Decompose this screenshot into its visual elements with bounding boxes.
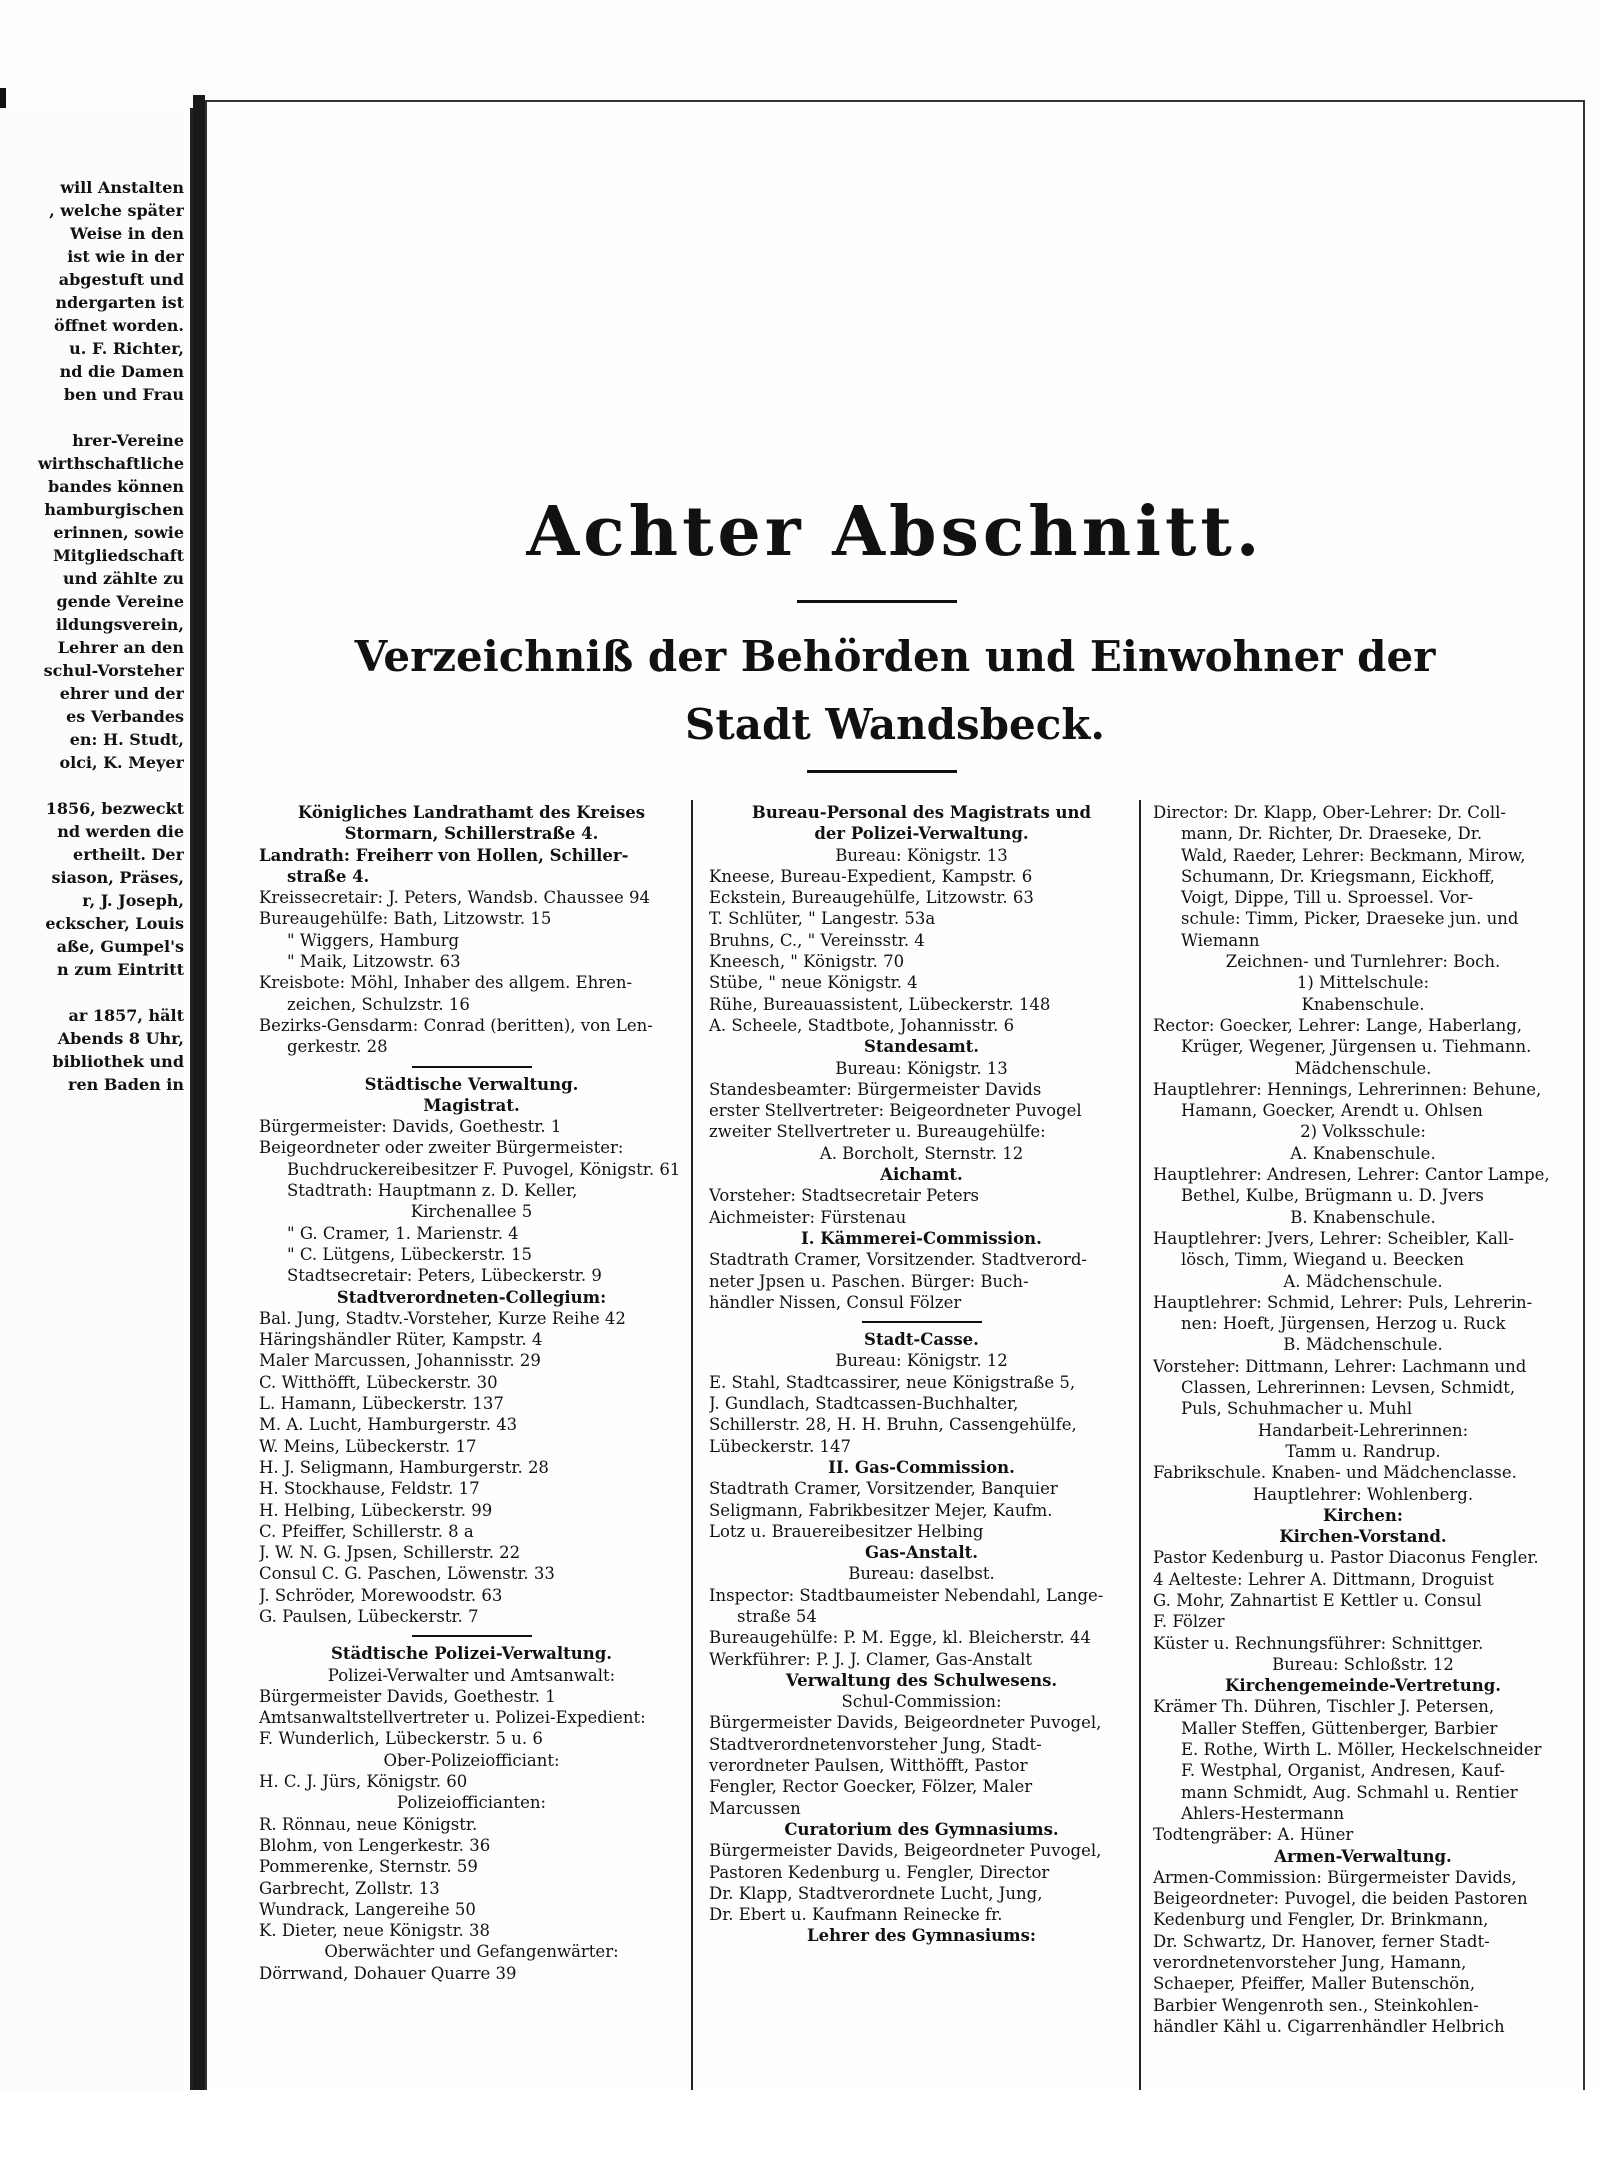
left-page-line: Lehrer an den (57, 638, 184, 657)
entry-line: Mädchenschule. (1294, 1058, 1432, 1078)
entry-line: Beigeordneter oder zweiter Bürgermeister: (259, 1138, 624, 1158)
section-heading: Verwaltung des Schulwesens. (785, 1670, 1058, 1690)
entry-line: Knabenschule. (1301, 994, 1425, 1014)
entry-line: J. Gundlach, Stadtcassen-Buchhalter, (709, 1394, 1019, 1414)
left-page-line: schul-Vorsteher (43, 661, 184, 680)
entry-line: Inspector: Stadtbaumeister Nebendahl, Lange- (709, 1585, 1104, 1605)
entry-line: Bürgermeister Davids, Beigeordneter Puvogel, (709, 1713, 1102, 1733)
left-page-line: bibliothek und (52, 1052, 184, 1071)
entry-line: Schaeper, Pfeiffer, Maller Butenschön, (1153, 1974, 1476, 1994)
entry-line: A. Mädchenschule. (1283, 1271, 1443, 1291)
entry-line: " C. Lütgens, Lübeckerstr. 15 (287, 1244, 532, 1264)
entry-line: Bureau: Königstr. 12 (835, 1351, 1008, 1371)
entry-line: Schul-Commission: (841, 1692, 1002, 1712)
entry-line: Fengler, Rector Goecker, Fölzer, Maler (709, 1777, 1033, 1797)
entry-line: Dr. Ebert u. Kaufmann Reinecke fr. (709, 1905, 1003, 1925)
entry-line: B. Mädchenschule. (1283, 1335, 1443, 1355)
entry-line: F. Fölzer (1153, 1612, 1225, 1632)
left-page-line: r, J. Joseph, (82, 891, 184, 910)
entry-line: straße 54 (737, 1606, 817, 1626)
entry-line: Dörrwand, Dohauer Quarre 39 (259, 1963, 517, 1983)
column-divider-2 (1139, 800, 1141, 2090)
entry-line: H. C. J. Jürs, Königstr. 60 (259, 1772, 468, 1792)
left-page-line: ar 1857, hält (68, 1006, 184, 1025)
entry-line: K. Dieter, neue Königstr. 38 (259, 1921, 491, 1941)
entry-line: L. Hamann, Lübeckerstr. 137 (259, 1394, 504, 1414)
left-page-line: nd die Damen (59, 362, 184, 381)
entry-line: Wundrack, Langereihe 50 (259, 1899, 476, 1919)
entry-line: A. Borcholt, Sternstr. 12 (819, 1143, 1024, 1163)
left-page-line: aße, Gumpel's (56, 937, 184, 956)
left-page-line: Abends 8 Uhr, (57, 1029, 184, 1048)
section-heading: Lehrer des Gymnasiums: (806, 1926, 1036, 1946)
section-separator (412, 1066, 532, 1068)
entry-line: Hauptlehrer: Andresen, Lehrer: Cantor Lampe, (1153, 1165, 1550, 1185)
section-heading: Bureau-Personal des Magistrats und (751, 803, 1092, 822)
entry-line: Pommerenke, Sternstr. 59 (259, 1857, 478, 1877)
entry-line: Beigeordneter: Puvogel, die beiden Pastoren (1153, 1889, 1528, 1909)
entry-line: mann Schmidt, Aug. Schmahl u. Rentier (1181, 1782, 1518, 1802)
left-page-line: ehrer und der (59, 684, 184, 703)
left-page-line: , welche später (49, 201, 184, 220)
section-heading: Stormarn, Schillerstraße 4. (344, 824, 599, 844)
entry-line: " G. Cramer, 1. Marienstr. 4 (287, 1223, 519, 1243)
entry-line: lösch, Timm, Wiegand u. Beecken (1181, 1250, 1465, 1270)
entry-line: Garbrecht, Zollstr. 13 (259, 1878, 440, 1898)
section-title: Achter Abschnitt. (526, 492, 1264, 572)
entry-line: Stadtrath Cramer, Vorsitzender, Banquier (709, 1479, 1058, 1499)
section-separator (412, 1635, 532, 1637)
entry-line: Kneesch, " Königstr. 70 (709, 952, 905, 972)
left-page-line: ist wie in der (67, 247, 184, 266)
left-page-line: ertheilt. Der (73, 845, 184, 864)
entry-line: E. Stahl, Stadtcassirer, neue Königstraße 5, (709, 1372, 1076, 1392)
entry-line: Hauptlehrer: Jvers, Lehrer: Scheibler, Kall- (1153, 1228, 1514, 1248)
entry-line: Maller Steffen, Güttenberger, Barbier (1181, 1718, 1498, 1738)
entry-line: H. J. Seligmann, Hamburgerstr. 28 (259, 1457, 549, 1477)
entry-line: neter Jpsen u. Paschen. Bürger: Buch- (709, 1271, 1029, 1291)
left-page-line: wirthschaftliche (37, 454, 184, 473)
entry-line: Voigt, Dippe, Till u. Sproessel. Vor- (1181, 888, 1474, 908)
left-page-line: bandes können (48, 477, 184, 496)
entry-line: erster Stellvertreter: Beigeordneter Puvogel (709, 1101, 1082, 1121)
left-page-line: hamburgischen (44, 500, 184, 519)
entry-line: Bethel, Kulbe, Brügmann u. D. Jvers (1181, 1186, 1484, 1206)
entry-line: " Wiggers, Hamburg (287, 930, 460, 950)
entry-line: R. Rönnau, neue Königstr. (259, 1814, 478, 1834)
entry-line: B. Knabenschule. (1290, 1207, 1436, 1227)
entry-line: 4 Aelteste: Lehrer A. Dittmann, Droguist (1153, 1569, 1494, 1589)
entry-line: zeichen, Schulzstr. 16 (287, 994, 470, 1014)
entry-line: G. Mohr, Zahnartist E Kettler u. Consul (1153, 1590, 1482, 1610)
entry-line: Bürgermeister Davids, Beigeordneter Puvogel, (709, 1841, 1102, 1861)
entry-line: E. Rothe, Wirth L. Möller, Heckelschneider (1181, 1740, 1542, 1760)
section-heading: Königliches Landrathamt des Kreises (297, 803, 646, 822)
entry-line: Oberwächter und Gefangenwärter: (324, 1942, 619, 1962)
entry-line: A. Knabenschule. (1290, 1143, 1436, 1163)
entry-line: Dr. Klapp, Stadtverordnete Lucht, Jung, (709, 1883, 1043, 1903)
left-page-fragment (0, 108, 193, 2098)
entry-line: Fabrikschule. Knaben- und Mädchenclasse. (1153, 1463, 1517, 1483)
entry-line: Kirchenallee 5 (410, 1202, 533, 1222)
entry-line: Armen-Commission: Bürgermeister Davids, (1153, 1867, 1517, 1887)
entry-line: C. Witthöfft, Lübeckerstr. 30 (259, 1372, 498, 1392)
entry-line: F. Westphal, Organist, Andresen, Kauf- (1181, 1761, 1505, 1781)
left-page-line: u. F. Richter, (69, 339, 184, 358)
entry-line: Bal. Jung, Stadtv.-Vorsteher, Kurze Reihe 42 (259, 1308, 626, 1328)
entry-line: verordnetenvorsteher Jung, Hamann, (1153, 1953, 1467, 1973)
entry-line: Stadtverordnetenvorsteher Jung, Stadt- (709, 1734, 1042, 1754)
entry-line: " Maik, Litzowstr. 63 (287, 952, 461, 972)
entry-line: Hauptlehrer: Hennings, Lehrerinnen: Behune, (1153, 1079, 1542, 1099)
section-heading: Magistrat. (423, 1095, 520, 1115)
left-page-line: ben und Frau (63, 385, 184, 404)
left-page-line: 1856, bezweckt (45, 799, 184, 818)
entry-line: Kreisbote: Möhl, Inhaber des allgem. Ehren- (259, 973, 633, 993)
left-page-line: ren Baden in (68, 1075, 184, 1094)
entry-line: Bureau: Schloßstr. 12 (1272, 1654, 1454, 1674)
entry-line: nen: Hoeft, Jürgensen, Herzog u. Ruck (1181, 1314, 1506, 1334)
section-heading: Kirchen: (1323, 1505, 1403, 1525)
left-page-line: n zum Eintritt (56, 960, 184, 979)
title-rule-top (797, 600, 957, 603)
entry-line: Rühe, Bureauassistent, Lübeckerstr. 148 (709, 994, 1051, 1014)
left-page-line: eckscher, Louis (45, 914, 184, 933)
entry-line: Bruhns, C., " Vereinsstr. 4 (709, 930, 925, 950)
entry-line: Barbier Wengenroth sen., Steinkohlen- (1153, 1995, 1479, 2015)
entry-line: Bezirks-Gensdarm: Conrad (beritten), von Len- (259, 1015, 653, 1035)
entry-line: Zeichnen- und Turnlehrer: Boch. (1225, 952, 1501, 972)
entry-line: Dr. Schwartz, Dr. Hanover, ferner Stadt- (1153, 1931, 1490, 1951)
subtitle-line-2: Stadt Wandsbeck. (685, 700, 1105, 749)
section-heading: II. Gas-Commission. (828, 1457, 1015, 1477)
entry-line: mann, Dr. Richter, Dr. Draeseke, Dr. (1181, 824, 1483, 844)
entry-line: Handarbeit-Lehrerinnen: (1257, 1420, 1469, 1440)
subtitle-line-1: Verzeichniß der Behörden und Einwohner der (354, 632, 1436, 681)
entry-line: Marcussen (709, 1798, 801, 1818)
entry-line: Bürgermeister: Davids, Goethestr. 1 (259, 1117, 562, 1137)
section-heading: Curatorium des Gymnasiums. (784, 1819, 1059, 1839)
entry-line: Bureau: Königstr. 13 (835, 845, 1008, 865)
section-heading: Städtische Polizei-Verwaltung. (330, 1644, 613, 1664)
section-heading: Stadtverordneten-Collegium: (336, 1287, 607, 1307)
entry-line: händler Kähl u. Cigarrenhändler Helbrich (1153, 2016, 1505, 2036)
entry-line: W. Meins, Lübeckerstr. 17 (259, 1436, 477, 1456)
section-heading: der Polizei-Verwaltung. (814, 824, 1029, 844)
section-heading: Aichamt. (880, 1165, 963, 1185)
entry-line: Ober-Polizeiofficiant: (383, 1750, 560, 1770)
main-page (205, 100, 1585, 2099)
entry-line: Bureau: daselbst. (848, 1564, 995, 1584)
entry-line: Director: Dr. Klapp, Ober-Lehrer: Dr. Coll- (1153, 803, 1506, 822)
entry-line: M. A. Lucht, Hamburgerstr. 43 (259, 1415, 518, 1435)
left-page-line: abgestuft und (58, 270, 184, 289)
left-page-line: erinnen, sowie (53, 523, 184, 542)
entry-line: Krüger, Wegener, Jürgensen u. Tiehmann. (1181, 1037, 1532, 1057)
entry-line: A. Scheele, Stadtbote, Johannisstr. 6 (709, 1015, 1015, 1035)
entry-line: Krämer Th. Dühren, Tischler J. Petersen, (1153, 1697, 1495, 1717)
entry-line: Häringshändler Rüter, Kampstr. 4 (259, 1330, 543, 1350)
entry-line: Bureau: Königstr. 13 (835, 1058, 1008, 1078)
section-heading: Standesamt. (863, 1037, 980, 1057)
section-heading: Städtische Verwaltung. (364, 1074, 579, 1094)
column-divider-1 (691, 800, 693, 2090)
left-page-line: hrer-Vereine (72, 431, 184, 450)
section-heading: Kirchen-Vorstand. (1279, 1527, 1447, 1547)
entry-line: Landrath: Freiherr von Hollen, Schiller- (259, 845, 629, 865)
entry-line: C. Pfeiffer, Schillerstr. 8 a (259, 1521, 474, 1541)
entry-line: Hauptlehrer: Schmid, Lehrer: Puls, Lehrerin- (1153, 1292, 1533, 1312)
entry-line: Amtsanwaltstellvertreter u. Polizei-Expedient: (259, 1708, 646, 1728)
entry-line: Standesbeamter: Bürgermeister Davids (709, 1079, 1042, 1099)
section-heading: Armen-Verwaltung. (1274, 1846, 1452, 1866)
left-page-line: siason, Präses, (51, 868, 184, 887)
left-page-line: olci, K. Meyer (59, 753, 184, 772)
entry-line: 1) Mittelschule: (1296, 973, 1430, 993)
left-page-line: es Verbandes (66, 707, 184, 726)
entry-line: Stadtrath Cramer, Vorsitzender. Stadtverord- (709, 1250, 1087, 1270)
left-page-line: gende Vereine (56, 592, 184, 611)
entry-line: Maler Marcussen, Johannisstr. 29 (259, 1351, 541, 1371)
entry-line: Vorsteher: Dittmann, Lehrer: Lachmann und (1153, 1356, 1527, 1376)
entry-line: Kedenburg und Fengler, Dr. Brinkmann, (1153, 1910, 1489, 1930)
entry-line: H. Stockhause, Feldstr. 17 (259, 1479, 480, 1499)
entry-line: Todtengräber: A. Hüner (1153, 1825, 1354, 1845)
entry-line: Pastoren Kedenburg u. Fengler, Director (709, 1862, 1050, 1882)
entry-line: Blohm, von Lengerkestr. 36 (259, 1835, 491, 1855)
entry-line: Classen, Lehrerinnen: Levsen, Schmidt, (1181, 1378, 1516, 1398)
column-3 (1153, 802, 1573, 2092)
left-page-line: und zählte zu (62, 569, 184, 588)
entry-line: Polizei-Verwalter und Amtsanwalt: (327, 1665, 616, 1685)
entry-line: G. Paulsen, Lübeckerstr. 7 (259, 1606, 479, 1626)
book-spine (193, 95, 205, 2090)
entry-line: Aichmeister: Fürstenau (709, 1207, 907, 1227)
entry-line: händler Nissen, Consul Fölzer (709, 1292, 962, 1312)
bottom-margin (0, 2090, 1600, 2177)
section-heading: I. Kämmerei-Commission. (801, 1228, 1042, 1248)
entry-line: Ahlers-Hestermann (1181, 1803, 1345, 1823)
entry-line: Tamm u. Randrup. (1285, 1441, 1441, 1461)
entry-line: Wald, Raeder, Lehrer: Beckmann, Mirow, (1181, 845, 1526, 865)
entry-line: Hamann, Goecker, Arendt u. Ohlsen (1181, 1101, 1483, 1121)
entry-line: Eckstein, Bureaugehülfe, Litzowstr. 63 (709, 888, 1034, 908)
entry-line: Seligmann, Fabrikbesitzer Mejer, Kaufm. (709, 1500, 1053, 1520)
section-separator (862, 1321, 982, 1323)
left-page-line: will Anstalten (60, 178, 184, 197)
left-page-line: ndergarten ist (55, 293, 184, 312)
entry-line: verordneter Paulsen, Witthöfft, Pastor (709, 1756, 1028, 1776)
entry-line: Bureaugehülfe: P. M. Egge, kl. Bleicherstr. 44 (709, 1628, 1091, 1648)
entry-line: Werkführer: P. J. J. Clamer, Gas-Anstalt (709, 1649, 1033, 1669)
section-heading: Kirchengemeinde-Vertretung. (1225, 1676, 1501, 1696)
entry-line: Stadtrath: Hauptmann z. D. Keller, (287, 1181, 578, 1201)
entry-line: Bürgermeister Davids, Goethestr. 1 (259, 1686, 556, 1706)
entry-line: Lübeckerstr. 147 (709, 1436, 851, 1456)
entry-line: Vorsteher: Stadtsecretair Peters (709, 1186, 980, 1206)
entry-line: zweiter Stellvertreter u. Bureaugehülfe: (709, 1122, 1046, 1142)
entry-line: T. Schlüter, " Langestr. 53a (709, 909, 936, 929)
entry-line: Buchdruckereibesitzer F. Puvogel, Königstr. 61 (287, 1159, 681, 1179)
entry-line: Kneese, Bureau-Expedient, Kampstr. 6 (709, 866, 1033, 886)
entry-line: Wiemann (1181, 930, 1260, 950)
entry-line: 2) Volksschule: (1300, 1122, 1426, 1142)
entry-line: Polizeiofficianten: (396, 1793, 547, 1813)
entry-line: Schumann, Dr. Kriegsmann, Eickhoff, (1181, 866, 1495, 886)
entry-line: Pastor Kedenburg u. Pastor Diaconus Fengler. (1153, 1548, 1539, 1568)
entry-line: Consul C. G. Paschen, Löwenstr. 33 (259, 1564, 555, 1584)
entry-line: Kreissecretair: J. Peters, Wandsb. Chaussee 94 (259, 888, 650, 908)
entry-line: gerkestr. 28 (287, 1037, 388, 1057)
left-page-line: en: H. Studt, (69, 730, 184, 749)
entry-line: Lotz u. Brauereibesitzer Helbing (709, 1521, 984, 1541)
left-page-line: öffnet worden. (53, 316, 184, 335)
entry-line: schule: Timm, Picker, Draeseke jun. und (1181, 909, 1519, 929)
entry-line: Puls, Schuhmacher u. Muhl (1181, 1399, 1413, 1419)
left-page-line: Weise in den (70, 224, 184, 243)
entry-line: Schillerstr. 28, H. H. Bruhn, Cassengehülfe, (709, 1415, 1077, 1435)
entry-line: F. Wunderlich, Lübeckerstr. 5 u. 6 (259, 1729, 543, 1749)
entry-line: J. Schröder, Morewoodstr. 63 (259, 1585, 503, 1605)
column-1 (259, 802, 684, 2092)
entry-line: Stübe, " neue Königstr. 4 (709, 973, 918, 993)
entry-line: H. Helbing, Lübeckerstr. 99 (259, 1500, 493, 1520)
entry-line: straße 4. (287, 866, 370, 886)
column-2 (709, 802, 1134, 2092)
left-page-line: ildungsverein, (55, 615, 184, 634)
left-page-line: nd werden die (57, 822, 184, 841)
entry-line: J. W. N. G. Jpsen, Schillerstr. 22 (259, 1543, 521, 1563)
left-page-line: Mitgliedschaft (53, 546, 184, 565)
section-heading: Gas-Anstalt. (865, 1543, 978, 1563)
entry-line: Hauptlehrer: Wohlenberg. (1252, 1484, 1474, 1504)
entry-line: Stadtsecretair: Peters, Lübeckerstr. 9 (287, 1266, 602, 1286)
entry-line: Küster u. Rechnungsführer: Schnittger. (1153, 1633, 1484, 1653)
entry-line: Rector: Goecker, Lehrer: Lange, Haberlang, (1153, 1015, 1523, 1035)
entry-line: Bureaugehülfe: Bath, Litzowstr. 15 (259, 909, 552, 929)
title-rule-bottom (807, 770, 957, 773)
section-heading: Stadt-Casse. (864, 1330, 979, 1350)
